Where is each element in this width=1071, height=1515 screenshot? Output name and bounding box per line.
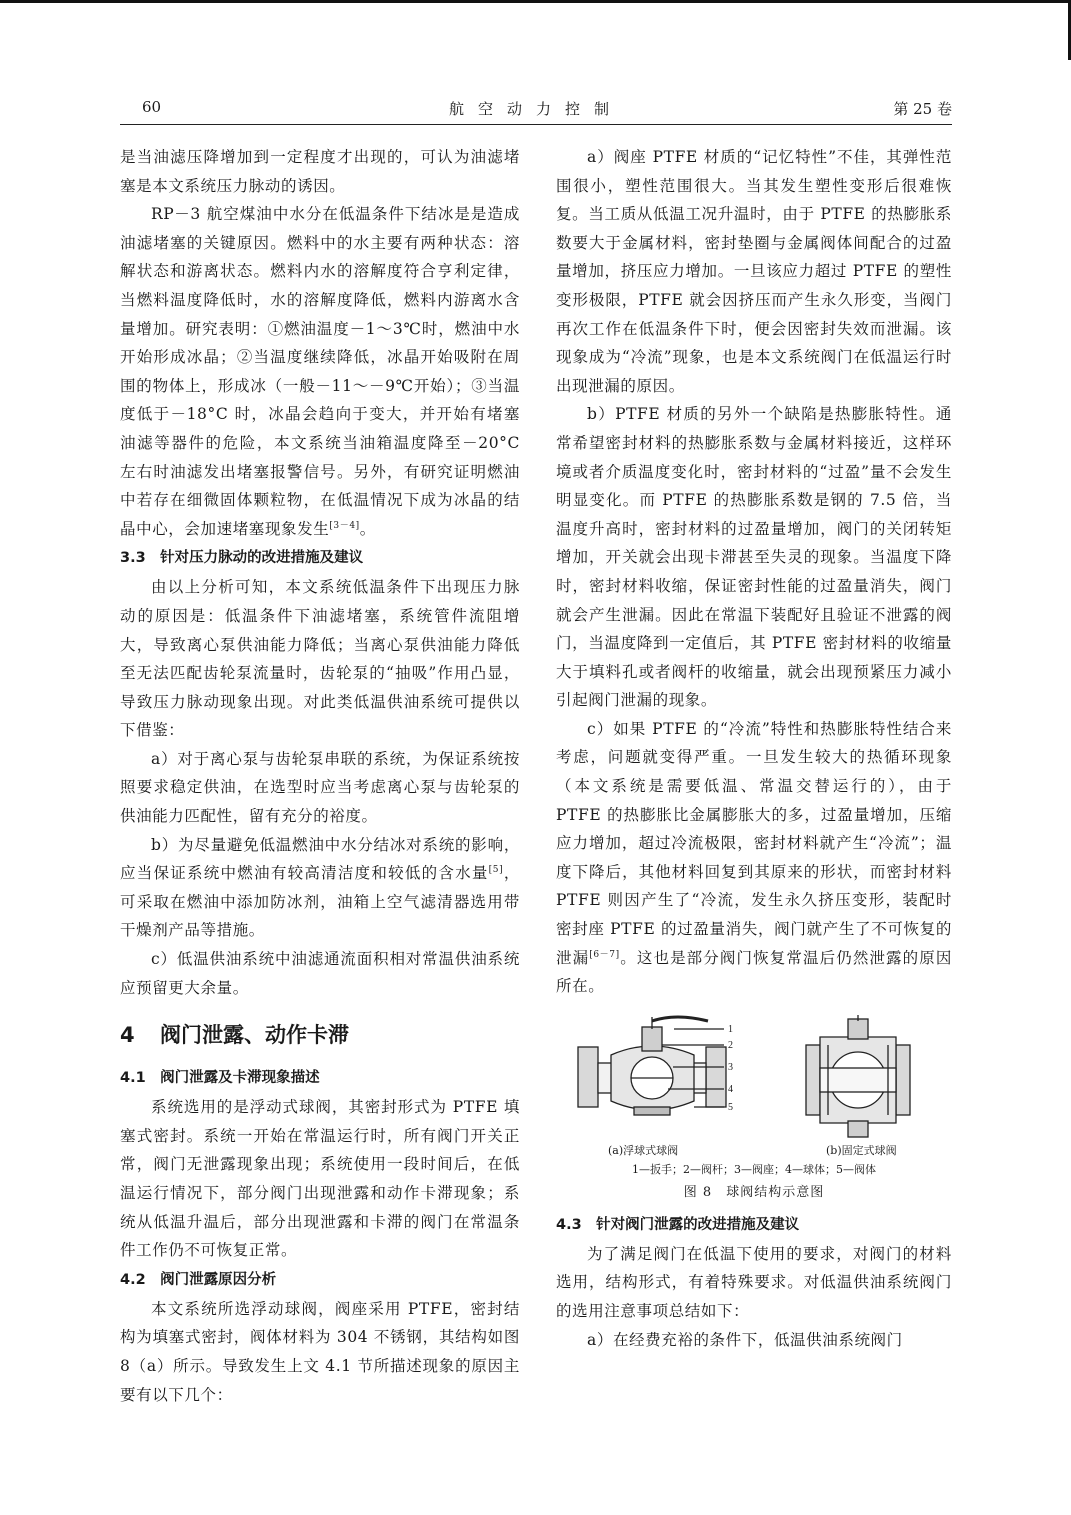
figure-caption-b: (b)固定式球阀	[826, 1143, 897, 1157]
top-border	[0, 0, 1071, 3]
paragraph-text: RP－3 航空煤油中水分在低温条件下结冰是是造成油滤堵塞的关键原因。燃料中的水主要有两种状态：溶解状态和游离状态。燃料内水的溶解度符合亨利定律，当燃料温度降低时，水的溶解度降低，燃料内游离水含量增加。研究表明：①燃油温度－1～3℃时，燃油中水开始形成冰晶；②当温度继续降低，冰晶开始吸附在周围的物体上，形成冰（一般－11～－9℃开始）；③当温度低于－18°C 时，冰晶会趋向于变大，并开始有堵塞油滤等器件的危险，本文系统当油箱温度降至－20°C 左右时油滤发出堵塞报警信号。另外，有研究证明燃油中若存在细微固体颗粒物，在低温情况下成为冰晶的结晶中心，会加速堵塞现象发生	[120, 205, 520, 538]
paragraph	[120, 831, 520, 945]
ball-valve-drawings	[556, 1015, 952, 1143]
chapter-number: 4	[120, 1023, 135, 1048]
figure-8	[556, 1015, 952, 1200]
citation: [5]	[488, 865, 504, 876]
paragraph	[120, 200, 520, 543]
figure-caption-a: (a)浮球式球阀	[608, 1143, 679, 1157]
paragraph-end: 。	[359, 519, 376, 538]
paragraph	[556, 715, 952, 1001]
chapter-title: 阀门泄露、动作卡滞	[160, 1023, 349, 1048]
journal-title: 航空动力控制	[448, 100, 623, 118]
chapter-heading-4	[120, 1020, 520, 1050]
paragraph: 为了满足阀门在低温下使用的要求，对阀门的材料选用，结构形式，有着特殊要求。对低温供油系统阀门的选用注意事项总结如下：	[556, 1244, 952, 1320]
paragraph: 由以上分析可知，本文系统低温条件下出现压力脉动的原因是：低温条件下油滤堵塞，系统管件流阻增大，导致离心泵供油能力降低；当离心泵供油能力降低至无法匹配齿轮泵流量时，齿轮泵的“抽吸”作用凸显，导致压力脉动现象出现。对此类低温供油系统可提供以下借鉴：	[120, 578, 520, 740]
figure-legend: 1—扳手；2—阀杆；3—阀座；4—球体；5—阀体	[632, 1162, 876, 1176]
right-column	[556, 143, 952, 1354]
running-header	[120, 98, 952, 125]
paragraph: a）阀座 PTFE 材质的“记忆特性”不佳，其弹性范围很小，塑性范围很大。当其发生塑性变形后很难恢复。当工质从低温工况升温时，由于 PTFE 的热膨胀系数要大于金属材料，密封垫圈与金属阀体间配合的过盈量增加，挤压应力增加。一旦该应力超过 PTFE 的塑性变形极限，PTFE 就会因挤压而产生永久形变，当阀门再次工作在低温条件下时，便会因密封失效而泄漏。该现象成为“冷流”现象，也是本文系统阀门在低温运行时出现泄漏的原因。	[556, 148, 952, 395]
citation: [3－4]	[329, 520, 360, 531]
paragraph: c）低温供油系统中油滤通流面积相对常温供油系统应预留更大余量。	[120, 950, 520, 997]
paragraph-text: c）如果 PTFE 的“冷流”特性和热膨胀特性结合来考虑，问题就变得严重。一旦发生较大的热循环现象（本文系统是需要低温、常温交替运行的），由于 PTFE 的热膨胀比金属膨胀大的多，过盈量增加，压缩应力增加，超过冷流极限，密封材料就产生“冷流”；温度下降后，其他材料回复到其原来的形状，而密封材料 PTFE 则因产生了“冷流，发生永久挤压变形，装配时密封座 PTFE 的过盈量消失，阀门就产生了不可恢复的泄漏	[556, 719, 952, 967]
citation: [6－7]	[589, 949, 620, 960]
callout-4: 4	[728, 1083, 733, 1095]
paragraph: 是当油滤压降增加到一定程度才出现的，可认为油滤堵塞是本文系统压力脉动的诱因。	[120, 148, 520, 195]
paragraph-end: ，可采取在燃油中添加防冰剂，油箱上空气滤清器选用带干燥剂产品等措施。	[120, 864, 520, 940]
paragraph-text: b）为尽量避免低温燃油中水分结冰对系统的影响，应当保证系统中燃油有较高清洁度和较低的含水量	[120, 835, 520, 883]
paragraph: b）PTFE 材质的另外一个缺陷是热膨胀特性。通常希望密封材料的热膨胀系数与金属材料接近，这样环境或者介质温度变化时，密封材料的“过盈”量不会发生明显变化。而 PTFE 的热膨胀系数是钢的 7.5 倍，当温度升高时，密封材料的过盈量增加，阀门的关闭转矩增加，开关就会出现卡滞甚至失灵的现象。当温度下降时，密封材料收缩，保证密封性能的过盈量消失，阀门就会产生泄漏。因此在常温下装配好且验证不泄露的阀门，当温度降到一定值后，其 PTFE 密封材料的收缩量大于填料孔或者阀杆的收缩量，就会出现预紧压力减小引起阀门泄漏的现象。	[556, 405, 952, 710]
section-heading-4-3: 4.3 针对阀门泄露的改进措施及建议	[556, 1216, 800, 1233]
page-number: 60	[142, 98, 162, 116]
left-column	[120, 143, 520, 1409]
paragraph-end: 。这也是部分阀门恢复常温后仍然泄露的原因所在。	[556, 948, 952, 996]
section-heading-4-1: 4.1 阀门泄露及卡滞现象描述	[120, 1070, 320, 1087]
paragraph: 本文系统所选浮动球阀，阀座采用 PTFE，密封结构为填塞式密封，阀体材料为 304 不锈钢，其结构如图 8（a）所示。导致发生上文 4.1 节所描述现象的原因主要有以下几个：	[120, 1299, 520, 1404]
paragraph: a）对于离心泵与齿轮泵串联的系统，为保证系统按照要求稳定供油，在选型时应当考虑离心泵与齿轮泵的供油能力匹配性，留有充分的裕度。	[120, 749, 520, 826]
volume-label: 第 25 卷	[893, 100, 952, 118]
callout-3: 3	[728, 1061, 733, 1073]
figure-title: 图 8 球阀结构示意图	[683, 1184, 825, 1200]
section-heading-4-2: 4.2 阀门泄露原因分析	[120, 1271, 277, 1288]
callout-5: 5	[728, 1101, 733, 1113]
callout-1: 1	[728, 1023, 733, 1035]
section-heading-3-3: 3.3 针对压力脉动的改进措施及建议	[120, 550, 364, 567]
callout-2: 2	[728, 1039, 733, 1051]
floating-ball-valve-drawing	[578, 1017, 726, 1115]
fixed-ball-valve-drawing	[806, 1015, 910, 1137]
paragraph: 系统选用的是浮动式球阀，其密封形式为 PTFE 填塞式密封。系统一开始在常温运行时，所有阀门开关正常，阀门无泄露现象出现；系统使用一段时间后，在低温运行情况下，部分阀门出现泄露和动作卡滞现象；系统从低温升温后，部分出现泄露和卡滞的阀门在常温条件工作仍不可恢复正常。	[120, 1098, 520, 1260]
paragraph: a）在经费充裕的条件下，低温供油系统阀门	[587, 1330, 903, 1349]
